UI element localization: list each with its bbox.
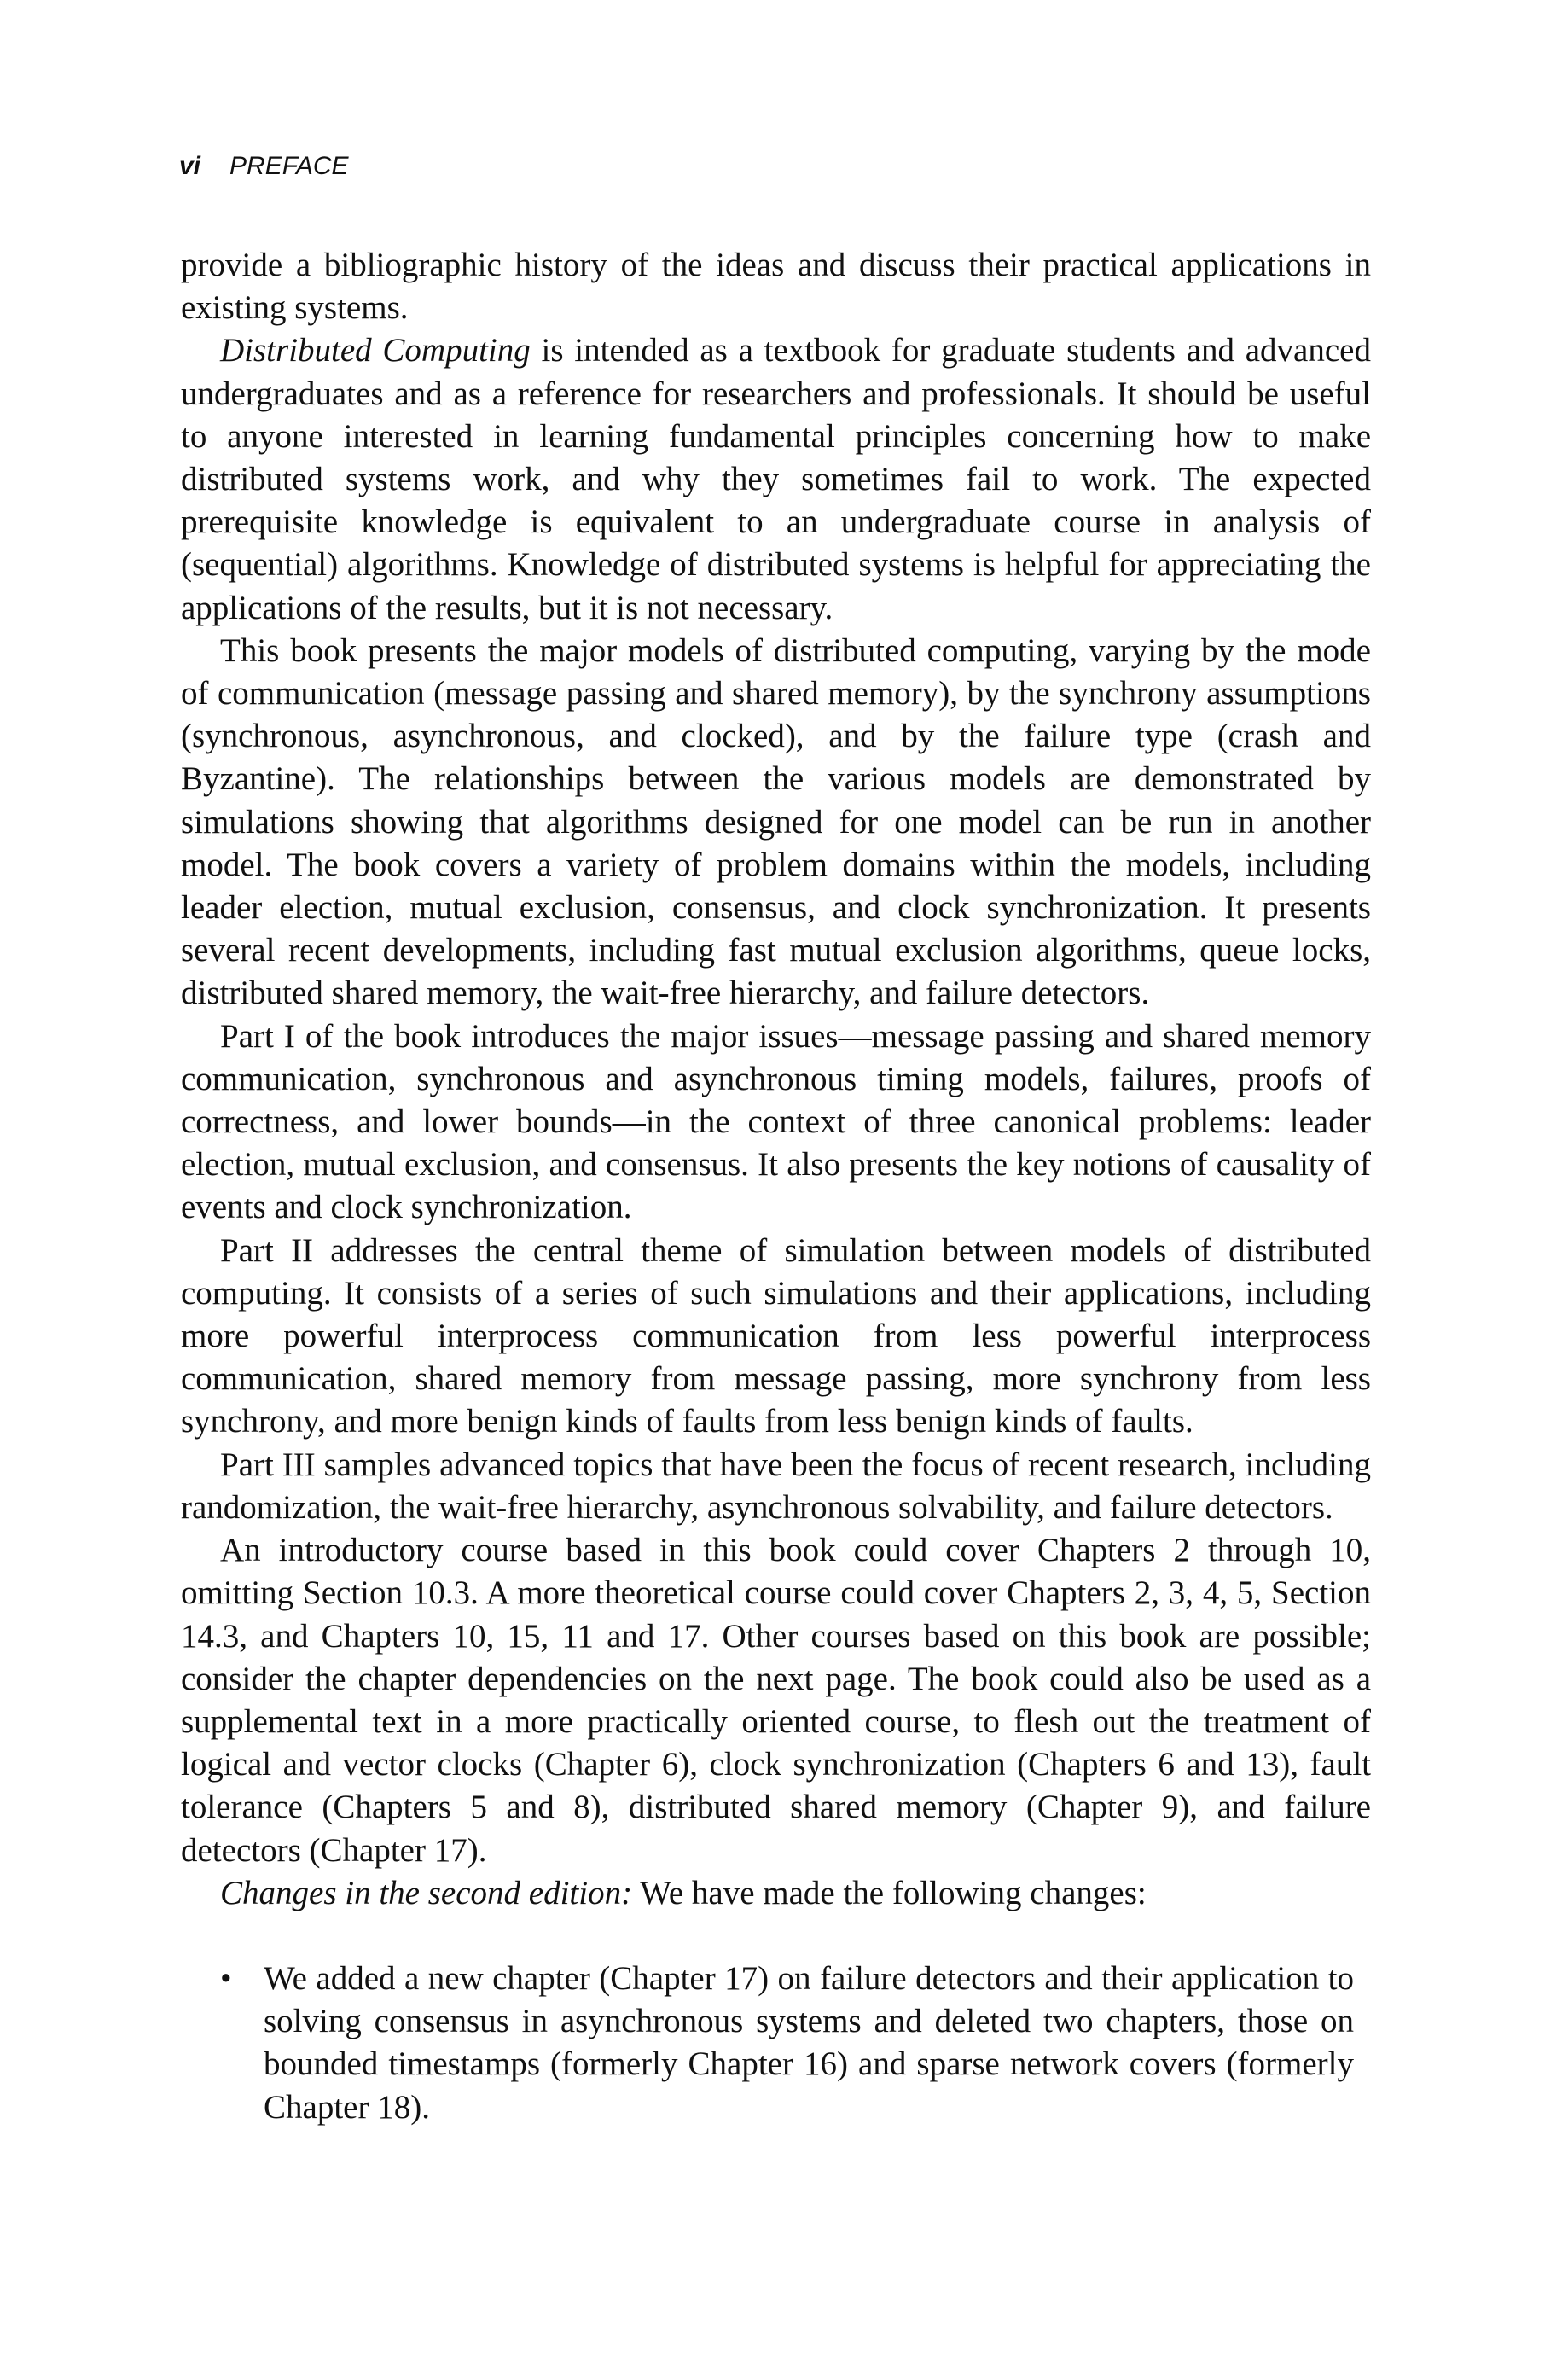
changes-list — [181, 1958, 1371, 2129]
paragraph-part-one: Part I of the book introduces the major issues—message passing and shared memory communication, synchronous and asynchronous timing models, failures, proofs of correctness, and lower bounds—in the context of three canonical problems: leader election, mutual exclusion, and consensus. It also presents the key notions of causality of events and clock synchronization. — [181, 1017, 1371, 1226]
paragraph-part-three: Part III samples advanced topics that have been the focus of recent research, including randomization, the wait-free hierarchy, asynchronous solvability, and failure detectors. — [181, 1446, 1371, 1526]
running-title: PREFACE — [229, 152, 349, 180]
changes-label: Changes in the second edition: — [220, 1874, 633, 1911]
paragraph-changes — [181, 1872, 1371, 1915]
page-number: vi — [179, 152, 201, 180]
running-head — [179, 152, 349, 181]
changes-text: We have made the following changes: — [632, 1874, 1147, 1911]
paragraph-courses: An introductory course based in this book could cover Chapters 2 through 10, omitting Section 10.3. A more theoretical course could cover Chapters 2, 3, 4, 5, Section 14.3, and Chapters 10, 15, 11 and 17. Other courses based on this book are possible; consider the chapter dependencies on the next page. The book could also be used as a supplemental text in a more practically oriented course, to flesh out the treatment of logical and vector clocks (Chapter 6), clock synchronization (Chapters 6 and 13), fault tolerance (Chapters 5 and 8), distributed shared memory (Chapter 9), and failure detectors (Chapter 17). — [181, 1532, 1371, 1869]
bullet-marker: • — [220, 1959, 232, 1997]
body-text — [181, 244, 1371, 2129]
book-title: Distributed Computing — [220, 332, 531, 369]
list-item-text: We added a new chapter (Chapter 17) on failure detectors and their application to solving consensus in asynchronous systems and deleted two chapters, those on bounded timestamps (formerly Chapter 16) and sparse network covers (formerly Chapter 18). — [264, 1959, 1354, 2126]
paragraph-audience-text: is intended as a textbook for graduate students and advanced undergraduates and as a reference for researchers and professionals. It should be useful to anyone interested in learning fundamental principles concerning how to make distributed systems work, and why they sometimes fail to work. The expected prerequisite knowledge is equivalent to an undergraduate course in analysis of (sequential) algorithms. Knowledge of distributed systems is helpful for appreciating the applications of the results, but it is not necessary. — [181, 332, 1371, 626]
paragraph-continued: provide a bibliographic history of the ideas and discuss their practical applications in existing systems. — [181, 247, 1371, 327]
paragraph-models: This book presents the major models of distributed computing, varying by the mode of communication (message passing and shared memory), by the synchrony assumptions (synchronous, asynchronous, and clocked), and by the failure type (crash and Byzantine). The relationships between the various models are demonstrated by simulations showing that algorithms designed for one model can be run in another model. The book covers a variety of problem domains within the models, including leader election, mutual exclusion, consensus, and clock synchronization. It presents several recent developments, including fast mutual exclusion algorithms, queue locks, distributed shared memory, the wait-free hierarchy, and failure detectors. — [181, 631, 1371, 1012]
paragraph-part-two: Part II addresses the central theme of simulation between models of distributed computing. It consists of a series of such simulations and their applications, including more powerful interprocess communication from less powerful interprocess communication, shared memory from message passing, more synchrony from less synchrony, and more benign kinds of faults from less benign kinds of faults. — [181, 1231, 1371, 1440]
list-item — [181, 1958, 1371, 2129]
paragraph-audience — [181, 329, 1371, 629]
